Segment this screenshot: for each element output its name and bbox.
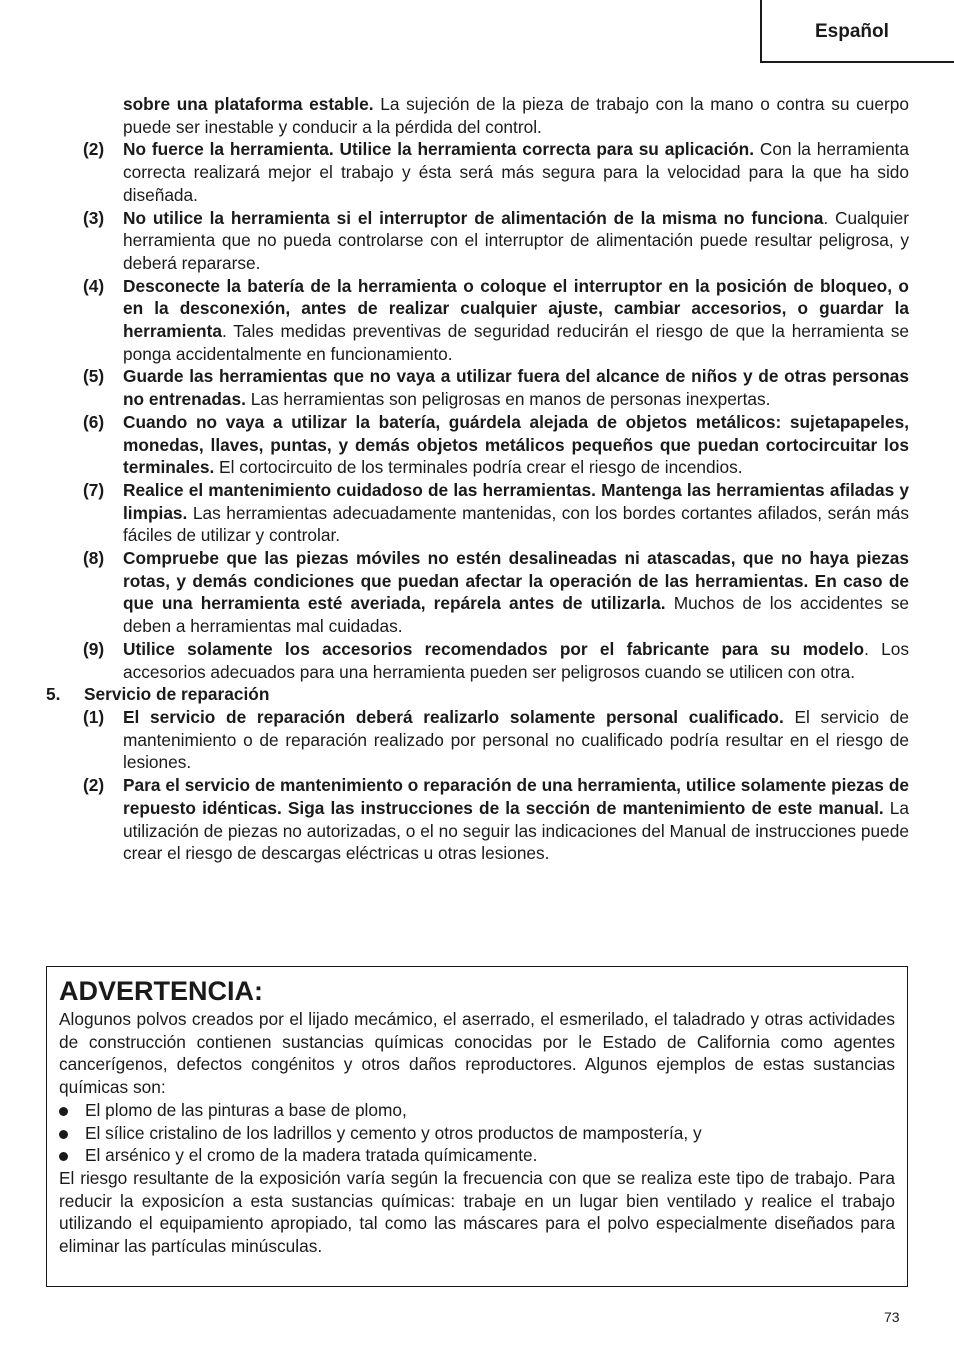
item-bold-text: Cuando no vaya a utilizar la batería, guárdela alejada de objetos metálicos: sujetapapeles, monedas, llaves, puntas, y demás objetos metálicos pequeños que puedan cortocircuitar los terminales. — [123, 411, 909, 478]
main-content — [46, 93, 909, 865]
list-item — [46, 207, 909, 275]
section-title: Servicio de reparación — [84, 684, 270, 705]
list-item — [46, 365, 909, 410]
item-text: El servicio de mantenimiento o de reparación realizado por personal no cualificado podría resultar en el riesgo de lesiones. — [123, 706, 909, 773]
item-text: Muchos de los accidentes se deben a herramientas mal cuidadas. — [123, 593, 909, 637]
list-item — [46, 411, 909, 479]
page-number: 73 — [884, 1309, 900, 1325]
item-text: . Los accesorios adecuados para una herramienta pueden ser peligrosos cuando se utilicen con otra. — [123, 638, 909, 682]
item-text: El cortocircuito de los terminales podría crear el riesgo de incendios. — [214, 457, 743, 478]
item-text: Las herramientas adecuadamente mantenidas, con los bordes cortantes afilados, serán más fáciles de utilizar y controlar. — [123, 502, 909, 546]
bullet-icon — [59, 1107, 68, 1116]
list-item — [46, 275, 909, 366]
item-number: (1) — [83, 706, 105, 727]
bullet-icon — [59, 1152, 68, 1161]
intro-text: La sujeción de la pieza de trabajo con la mano o contra su cuerpo puede ser inestable y conducir a la pérdida del control. — [123, 94, 909, 137]
list-item — [46, 479, 909, 547]
section-heading — [46, 683, 909, 706]
warning-outro: El riesgo resultante de la exposición varía según la frecuencia con que se realiza este tipo de trabajo. Para reducir la exposicíon a esta sustancias químicas: trabaje en un lugar bien ventilado y realice el trabajo utilizando el equipamiento apropiado, tal como las máscares para el polvo especialmente diseñados para eliminar las partículas minúsculas. — [59, 1167, 895, 1257]
list-item — [46, 638, 909, 683]
item-number: (6) — [83, 411, 105, 432]
bullet-text: El sílice cristalino de los ladrillos y cemento y otros productos de mampostería, y — [85, 1122, 702, 1143]
bullet-text: El plomo de las pinturas a base de plomo, — [85, 1099, 407, 1120]
item-bold-text: Realice el mantenimiento cuidadoso de las herramientas. Mantenga las herramientas afiladas y limpias. — [123, 479, 909, 523]
section-number: 5. — [46, 684, 61, 705]
item-number: (8) — [83, 548, 105, 569]
item-bold-text: Utilice solamente los accesorios recomendados por el fabricante para su modelo — [123, 638, 865, 659]
bullet-icon — [59, 1130, 68, 1139]
warning-intro: Alogunos polvos creados por el lijado mecámico, el aserrado, el esmerilado, el taladrado y otras actividades de construcción contienen sustancias químicas conocidas por le Estado de California como agentes cancerígenos, defectos congénitos y otros daños reproductores. Algunos ejemplos de estas sustancias químicas son: — [59, 1009, 895, 1098]
item-text: . Cualquier herramienta que no pueda controlarse con el interruptor de alimentación puede resultar peligrosa, y deberá repararse. — [123, 207, 909, 273]
item-number: (2) — [83, 139, 105, 160]
intro-continuation — [46, 93, 909, 138]
item-number: (7) — [83, 479, 105, 500]
item-number: (3) — [83, 207, 105, 228]
warning-bullet — [59, 1122, 895, 1145]
item-number: (4) — [83, 275, 105, 296]
item-bold-text: Compruebe que las piezas móviles no estén desalineadas ni atascadas, que no haya piezas rotas, y demás condiciones que puedan afectar la operación de las herramientas. En caso de que una herramienta esté averiada, repárela antes de utilizarla. — [123, 548, 909, 614]
language-label: Español — [815, 21, 889, 42]
item-text: Las herramientas son peligrosas en manos de personas inexpertas. — [245, 389, 771, 410]
language-tab — [760, 0, 954, 63]
item-bold-text: No utilice la herramienta si el interruptor de alimentación de la misma no funciona — [123, 207, 824, 228]
item-bold-text: Guarde las herramientas que no vaya a utilizar fuera del alcance de niños y de otras personas no entrenadas. — [123, 366, 909, 410]
item-text: Con la herramienta correcta realizará mejor el trabajo y ésta será más segura para la velocidad para la que ha sido diseñada. — [123, 139, 909, 205]
item-number: (2) — [83, 775, 105, 796]
list-item — [46, 706, 909, 774]
item-bold-text: Desconecte la batería de la herramienta o coloque el interruptor en la posición de bloqueo, o en la desconexión, antes de realizar cualquier ajuste, cambiar accesorios, o guardar la herramienta — [123, 275, 909, 342]
item-bold-text: No fuerce la herramienta. Utilice la herramienta correcta para su aplicación. — [123, 139, 755, 160]
list-item — [46, 774, 909, 865]
warning-bullet — [59, 1099, 895, 1122]
bullet-text: El arsénico y el cromo de la madera tratada químicamente. — [85, 1145, 538, 1166]
warning-title: ADVERTENCIA: — [59, 976, 264, 1006]
item-bold-text: El servicio de reparación deberá realizarlo solamente personal cualificado. — [123, 706, 784, 727]
intro-bold: sobre una plataforma estable. — [123, 94, 374, 114]
list-item — [46, 547, 909, 638]
item-text: La utilización de piezas no autorizadas, o el no seguir las indicaciones del Manual de instrucciones puede crear el riesgo de descargas eléctricas u otras lesiones. — [123, 797, 909, 864]
warning-bullet — [59, 1144, 895, 1167]
warning-box — [46, 966, 908, 1287]
item-number: (5) — [83, 366, 105, 387]
item-number: (9) — [83, 638, 105, 659]
item-bold-text: Para el servicio de mantenimiento o reparación de una herramienta, utilice solamente piezas de repuesto idénticas. Siga las instrucciones de la sección de mantenimiento de este manual. — [123, 775, 909, 818]
list-item — [46, 138, 909, 206]
item-text: . Tales medidas preventivas de seguridad reducirán el riesgo de que la herramienta se ponga accidentalmente en funcionamiento. — [123, 321, 909, 364]
